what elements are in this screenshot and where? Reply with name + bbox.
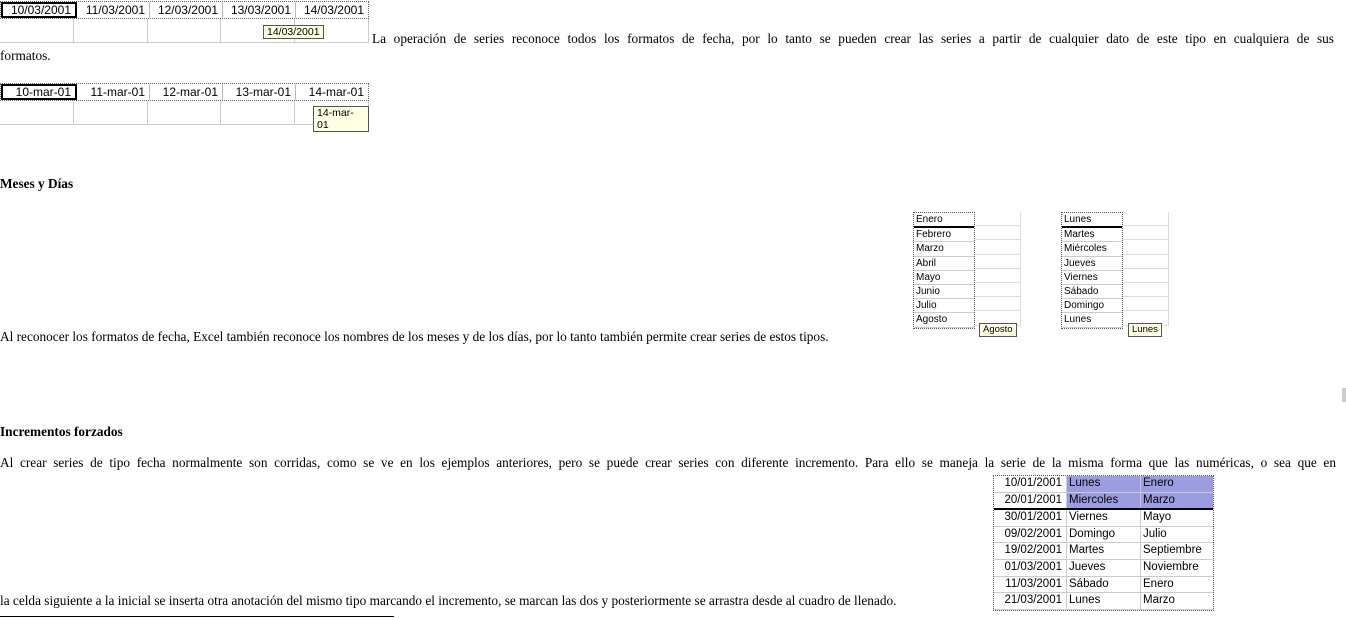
section-heading-increments: Incrementos forzados: [0, 424, 123, 439]
table-row: [994, 510, 1213, 527]
fill-tooltip: 14-mar-01: [313, 106, 369, 132]
date-cell: 01/03/2001: [994, 560, 1067, 576]
date-cell: 12/03/2001: [150, 2, 223, 18]
table-row: [994, 493, 1213, 511]
date-cell: 10-mar-01: [1, 84, 77, 100]
days-column: [1061, 212, 1123, 329]
month-cell: Marzo: [1141, 493, 1213, 509]
paragraph-1-line-1: La operación de series reconoce todos los formatos de fecha, por lo tanto se pueden crear las series a partir de cualquier dato de este tipo en cualquiera de sus: [372, 31, 1334, 46]
fill-tooltip: Lunes: [1128, 323, 1162, 337]
month-cell: Enero: [1143, 577, 1174, 590]
date-cell: 09/02/2001: [994, 527, 1067, 543]
month-cell: Julio: [1143, 527, 1167, 540]
day-cell: Viernes: [1067, 510, 1141, 526]
date-cell: 13/03/2001: [223, 2, 296, 18]
table-row: [994, 560, 1213, 577]
day-cell: Jueves: [1067, 560, 1141, 576]
date-cell: 10/03/2001: [1, 2, 77, 18]
months-series-example: [913, 212, 1021, 335]
month-cell: Enero: [1141, 476, 1213, 492]
day-cell: Viernes: [1062, 271, 1122, 285]
day-cell: Domingo: [1067, 527, 1141, 543]
fill-tooltip: Agosto: [979, 323, 1017, 337]
month-cell: Mayo: [914, 271, 974, 285]
day-cell: Lunes: [1062, 213, 1122, 228]
month-cell: Junio: [914, 285, 974, 299]
date-cell: 14/03/2001: [303, 3, 364, 17]
day-cell: Miercoles: [1067, 493, 1141, 509]
table-row: [994, 593, 1213, 610]
date-cell: 14-mar-01: [308, 85, 364, 99]
month-cell: Marzo: [914, 242, 974, 256]
day-cell: Jueves: [1062, 257, 1122, 271]
date-row: [0, 83, 369, 101]
scrollbar-thumb[interactable]: [1342, 388, 1346, 402]
month-cell: Mayo: [1143, 511, 1172, 524]
increments-paragraph-line-2: la celda siguiente a la inicial se inserta otra anotación del mismo tipo marcando el incremento, se marcan las dos y posteriormente se arrastra desde al cuadro de llenado.: [0, 593, 897, 608]
date-row: [0, 1, 369, 19]
day-cell: Lunes: [1067, 593, 1141, 609]
day-cell: Sábado: [1062, 285, 1122, 299]
date-cell: 20/01/2001: [994, 493, 1067, 509]
months-paragraph: Al reconocer los formatos de fecha, Excel también reconoce los nombres de los meses y de los días, por lo tanto también permite crear series de estos tipos.: [0, 329, 829, 344]
month-cell: Marzo: [1143, 594, 1175, 607]
month-cell: Abril: [914, 257, 974, 271]
date-cell: 11-mar-01: [77, 84, 150, 100]
table-row: [994, 543, 1213, 560]
month-cell: Agosto: [914, 313, 974, 327]
paragraph-1-line-2: formatos.: [0, 48, 51, 63]
day-cell: Domingo: [1062, 299, 1122, 313]
table-row: [994, 577, 1213, 594]
date-cell: 30/01/2001: [994, 510, 1067, 526]
day-cell: Martes: [1067, 543, 1141, 559]
date-cell: 13-mar-01: [223, 84, 296, 100]
day-cell: Lunes: [1067, 476, 1141, 492]
day-cell: Lunes: [1062, 313, 1122, 327]
empty-grid: [975, 212, 1021, 326]
day-cell: Miércoles: [1062, 242, 1122, 256]
month-cell: Noviembre: [1143, 560, 1199, 573]
footer-rule: [0, 616, 394, 617]
date-cell: 11/03/2001: [994, 577, 1067, 593]
increments-paragraph-line-1: Al crear series de tipo fecha normalmente son corridas, como se ve en los ejemplos anteriores, pero se puede crear series con diferente incremento. Para ello se maneja la serie de la misma forma que las numéricas, o sea que en: [0, 455, 1336, 470]
month-cell: Febrero: [914, 228, 974, 242]
section-heading-months: Meses y Días: [0, 176, 74, 191]
date-cell: 19/02/2001: [994, 543, 1067, 559]
date-cell: 10/01/2001: [994, 476, 1067, 492]
month-cell: Enero: [914, 213, 974, 228]
date-cell: 12-mar-01: [150, 84, 223, 100]
empty-grid: [1123, 212, 1169, 326]
day-cell: Sábado: [1067, 577, 1141, 593]
date-cell: 11/03/2001: [77, 2, 150, 18]
table-row: [994, 476, 1213, 493]
months-column: [913, 212, 975, 329]
increments-table: [993, 475, 1214, 611]
table-row: [994, 527, 1213, 544]
month-cell: Septiembre: [1143, 544, 1202, 557]
day-cell: Martes: [1062, 228, 1122, 242]
days-series-example: [1061, 212, 1171, 335]
month-cell: Julio: [914, 299, 974, 313]
date-cell: 21/03/2001: [994, 593, 1067, 609]
fill-tooltip: 14/03/2001: [263, 25, 324, 39]
